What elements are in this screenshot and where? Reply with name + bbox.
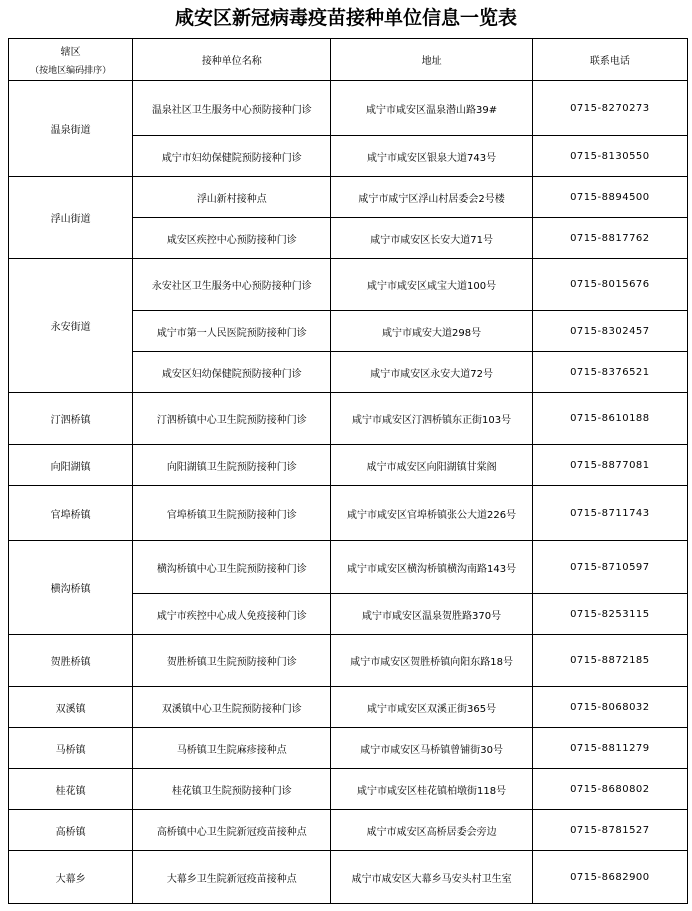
unit-name-cell: 汀泗桥镇中心卫生院预防接种门诊 [133, 393, 331, 445]
district-cell: 横沟桥镇 [9, 541, 133, 635]
unit-name-cell: 浮山新村接种点 [133, 177, 331, 218]
header-unit: 接种单位名称 [133, 39, 331, 81]
table-row [9, 445, 688, 486]
district-cell: 双溪镇 [9, 687, 133, 728]
address-cell: 咸宁市咸安区贺胜桥镇向阳东路18号 [331, 635, 532, 687]
phone-cell: 0715-8877081 [532, 445, 687, 486]
unit-name-cell: 高桥镇中心卫生院新冠疫苗接种点 [133, 810, 331, 851]
district-cell: 桂花镇 [9, 769, 133, 810]
phone-cell: 0715-8811279 [532, 728, 687, 769]
district-cell: 汀泗桥镇 [9, 393, 133, 445]
unit-name-cell: 永安社区卫生服务中心预防接种门诊 [133, 259, 331, 311]
table-row [9, 541, 688, 594]
district-cell: 永安街道 [9, 259, 133, 393]
address-cell: 咸宁市咸安区温泉潜山路39# [331, 81, 532, 136]
address-cell: 咸宁市咸安区银泉大道743号 [331, 136, 532, 177]
table-row [9, 728, 688, 769]
phone-cell: 0715-8680802 [532, 769, 687, 810]
unit-name-cell: 贺胜桥镇卫生院预防接种门诊 [133, 635, 331, 687]
phone-cell: 0715-8610188 [532, 393, 687, 445]
address-cell: 咸宁市咸宁区浮山村居委会2号楼 [331, 177, 532, 218]
address-cell: 咸宁市咸安区长安大道71号 [331, 218, 532, 259]
phone-cell: 0715-8781527 [532, 810, 687, 851]
phone-cell: 0715-8302457 [532, 311, 687, 352]
unit-name-cell: 咸安区疾控中心预防接种门诊 [133, 218, 331, 259]
district-cell: 向阳湖镇 [9, 445, 133, 486]
unit-name-cell: 横沟桥镇中心卫生院预防接种门诊 [133, 541, 331, 594]
table-row [9, 769, 688, 810]
address-cell: 咸宁市咸安区马桥镇曾铺街30号 [331, 728, 532, 769]
unit-name-cell: 咸安区妇幼保健院预防接种门诊 [133, 352, 331, 393]
header-address: 地址 [331, 39, 532, 81]
address-cell: 咸宁市咸安区桂花镇柏墩街118号 [331, 769, 532, 810]
unit-name-cell: 马桥镇卫生院麻疹接种点 [133, 728, 331, 769]
table-row [9, 81, 688, 136]
document-title: 咸安区新冠病毒疫苗接种单位信息一览表 [174, 7, 517, 29]
unit-name-cell: 温泉社区卫生服务中心预防接种门诊 [133, 81, 331, 136]
table-row [9, 393, 688, 445]
address-cell: 咸宁市咸安区大幕乡马安头村卫生室 [331, 851, 532, 904]
table-row [9, 635, 688, 687]
table-row [9, 851, 688, 904]
phone-cell: 0715-8710597 [532, 541, 687, 594]
phone-cell: 0715-8068032 [532, 687, 687, 728]
address-cell: 咸宁市咸安大道298号 [331, 311, 532, 352]
district-cell: 马桥镇 [9, 728, 133, 769]
address-cell: 咸宁市咸安区双溪正街365号 [331, 687, 532, 728]
header-district-label: 辖区 [60, 47, 81, 58]
address-cell: 咸宁市咸安区官埠桥镇张公大道226号 [331, 486, 532, 541]
table-row [9, 259, 688, 311]
phone-cell: 0715-8015676 [532, 259, 687, 311]
phone-cell: 0715-8130550 [532, 136, 687, 177]
phone-cell: 0715-8817762 [532, 218, 687, 259]
unit-name-cell: 大幕乡卫生院新冠疫苗接种点 [133, 851, 331, 904]
header-district-note: （按地区编码排序） [30, 66, 112, 76]
table-row [9, 810, 688, 851]
district-cell: 大幕乡 [9, 851, 133, 904]
header-district [9, 39, 133, 81]
address-cell: 咸宁市咸安区温泉贺胜路370号 [331, 594, 532, 635]
unit-name-cell: 官埠桥镇卫生院预防接种门诊 [133, 486, 331, 541]
table-row [9, 687, 688, 728]
address-cell: 咸宁市咸安区汀泗桥镇东正街103号 [331, 393, 532, 445]
unit-name-cell: 向阳湖镇卫生院预防接种门诊 [133, 445, 331, 486]
table-row [9, 177, 688, 218]
phone-cell: 0715-8270273 [532, 81, 687, 136]
unit-name-cell: 双溪镇中心卫生院预防接种门诊 [133, 687, 331, 728]
address-cell: 咸宁市咸安区咸宝大道100号 [331, 259, 532, 311]
phone-cell: 0715-8894500 [532, 177, 687, 218]
district-cell: 贺胜桥镇 [9, 635, 133, 687]
phone-cell: 0715-8253115 [532, 594, 687, 635]
phone-cell: 0715-8872185 [532, 635, 687, 687]
phone-cell: 0715-8711743 [532, 486, 687, 541]
table-row [9, 486, 688, 541]
unit-name-cell: 咸宁市妇幼保健院预防接种门诊 [133, 136, 331, 177]
address-cell: 咸宁市咸安区高桥居委会旁边 [331, 810, 532, 851]
phone-cell: 0715-8376521 [532, 352, 687, 393]
table-body [9, 81, 688, 904]
district-cell: 官埠桥镇 [9, 486, 133, 541]
table-header-row [9, 39, 688, 81]
header-phone: 联系电话 [532, 39, 687, 81]
district-cell: 高桥镇 [9, 810, 133, 851]
unit-name-cell: 咸宁市第一人民医院预防接种门诊 [133, 311, 331, 352]
district-cell: 温泉街道 [9, 81, 133, 177]
unit-name-cell: 咸宁市疾控中心成人免疫接种门诊 [133, 594, 331, 635]
unit-name-cell: 桂花镇卫生院预防接种门诊 [133, 769, 331, 810]
address-cell: 咸宁市咸安区横沟桥镇横沟南路143号 [331, 541, 532, 594]
address-cell: 咸宁市咸安区向阳湖镇甘棠阁 [331, 445, 532, 486]
address-cell: 咸宁市咸安区永安大道72号 [331, 352, 532, 393]
phone-cell: 0715-8682900 [532, 851, 687, 904]
district-cell: 浮山街道 [9, 177, 133, 259]
vaccination-sites-table [8, 38, 688, 904]
